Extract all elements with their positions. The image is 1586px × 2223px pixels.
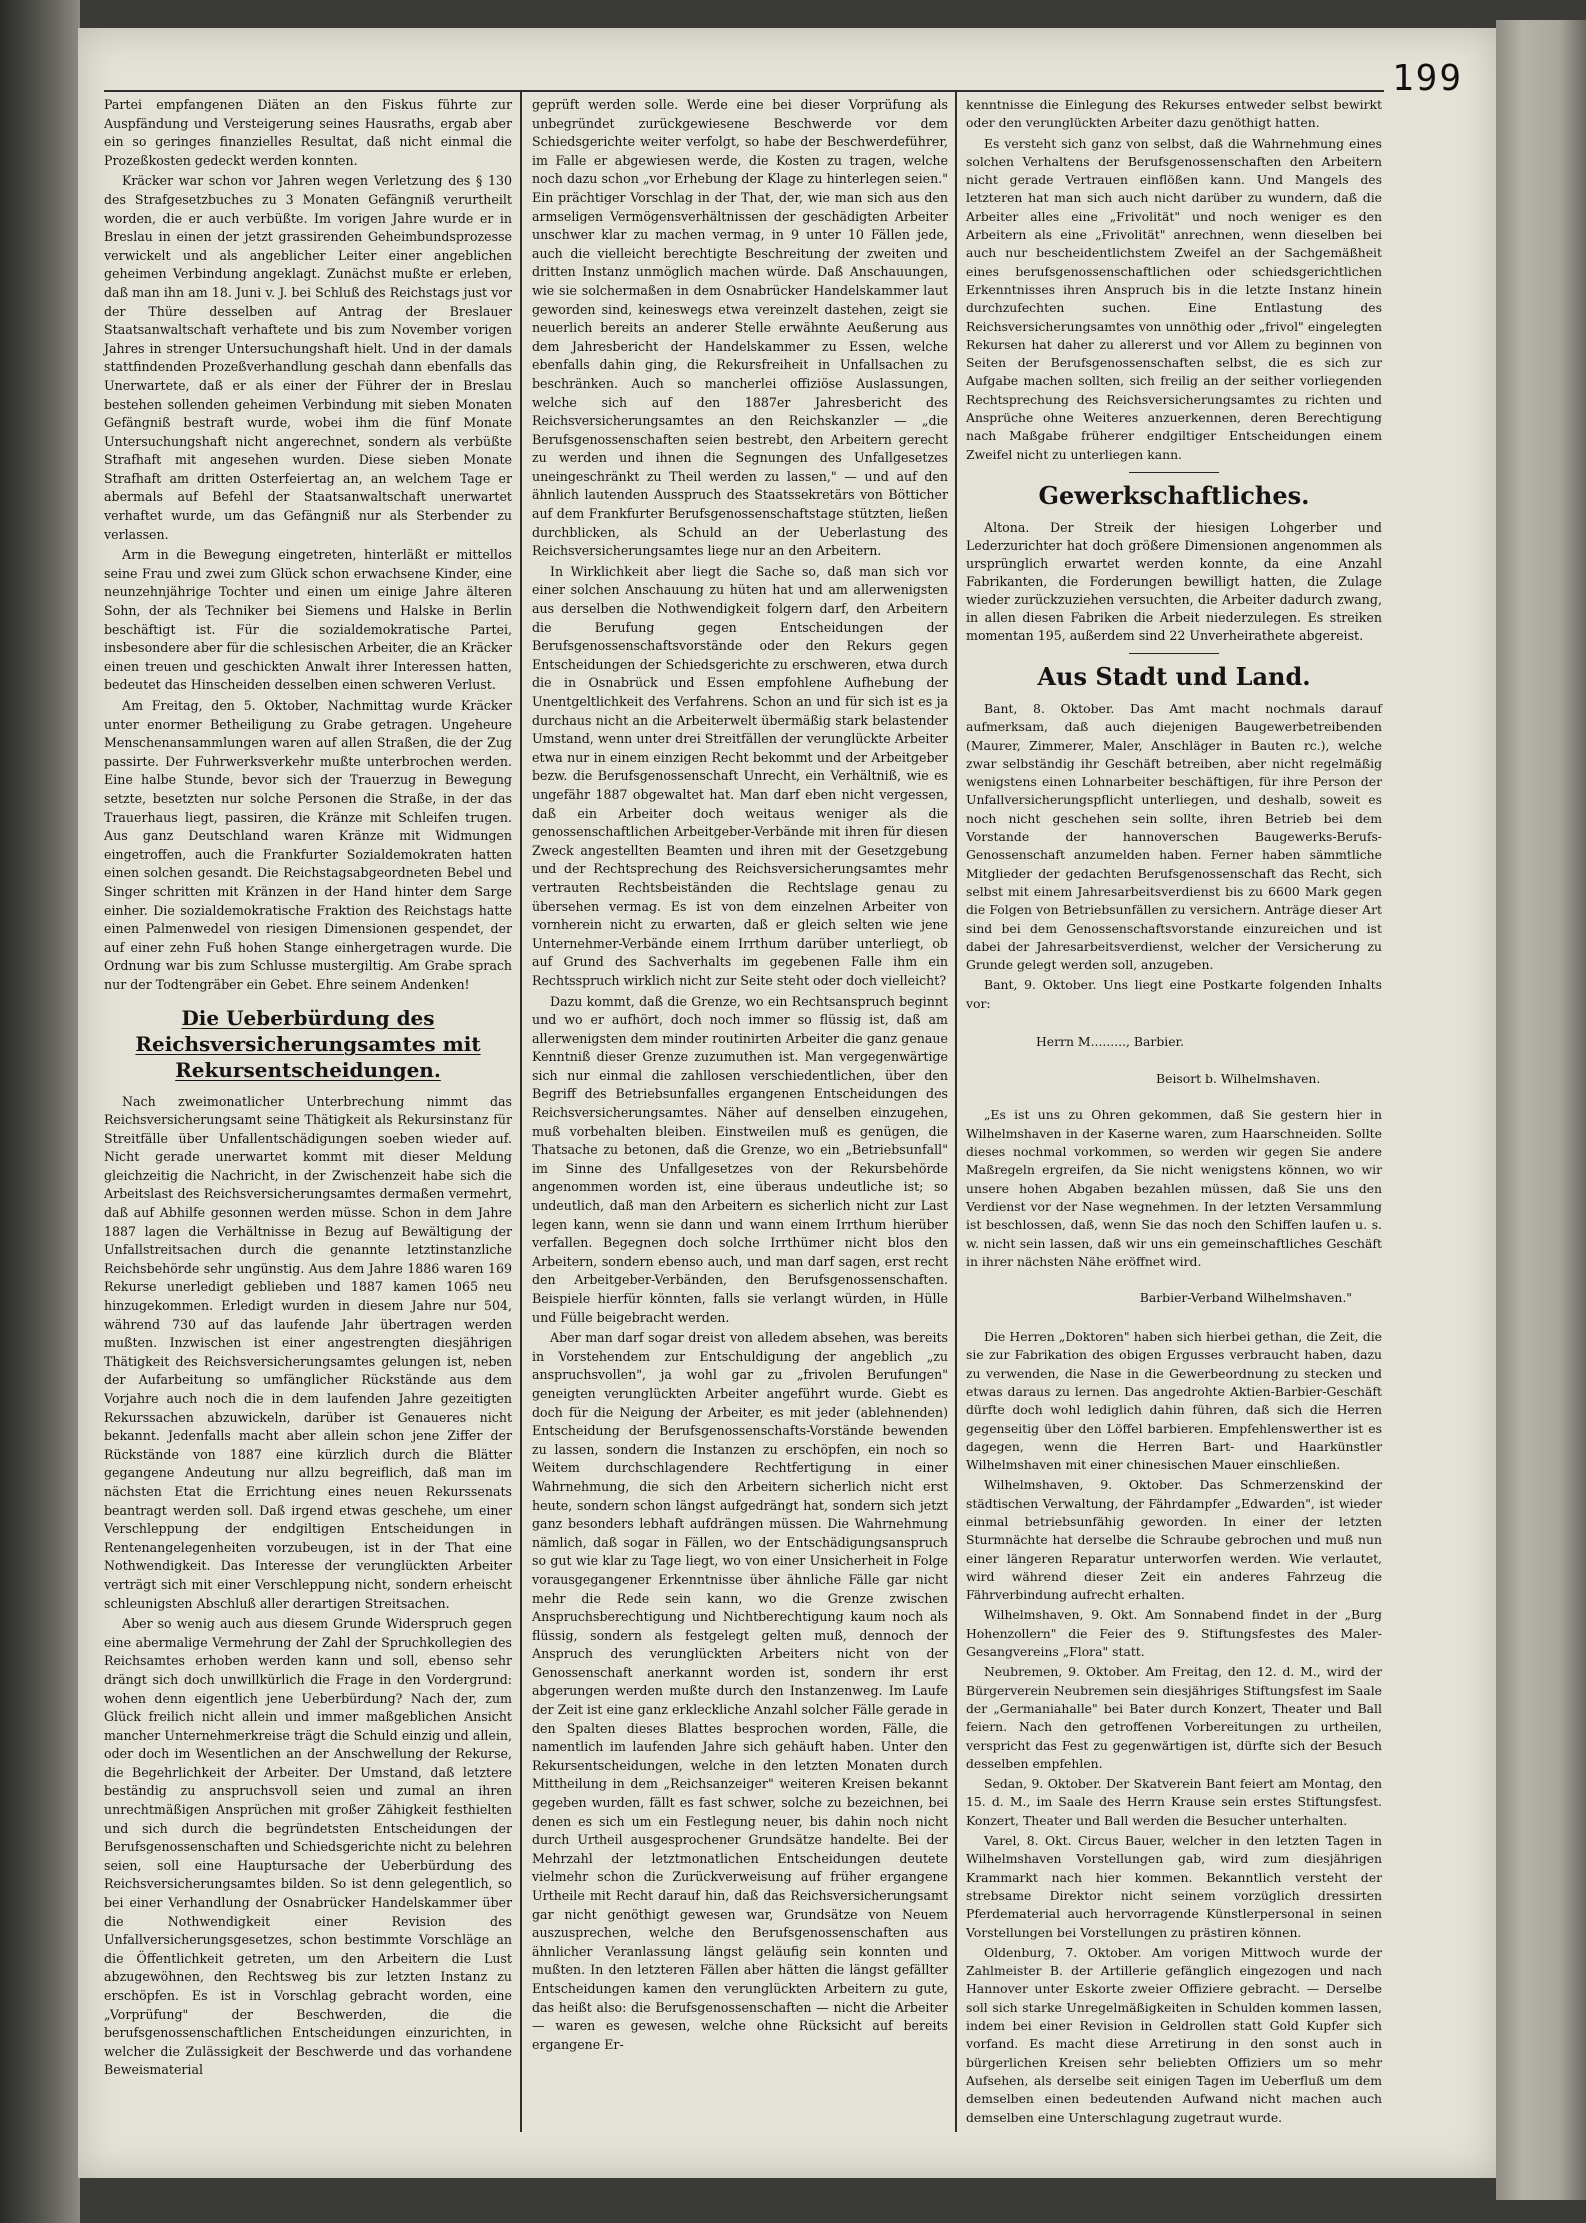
news-item: Bant, 8. Oktober. Das Amt macht nochmals darauf aufmerksam, daß auch diejenigen Baugewerbetreibenden (Maurer, Zimmerer, Maler, Anschläger in Bauten rc.), welche zwar selbständig ihr Geschäft betreiben, aber nicht regelmäßig wenigstens einen Lohnarbeiter beschäftigen, für ihre Person der Unfallversicherungspflicht unterliegen, und deshalb, soweit es noch nicht geschehen sein sollte, ihren Betrieb bei dem Vorstande der hannoverschen Baugewerks-Berufs-Genossenschaft anzumelden haben. Ferner haben sämmtliche Mitglieder der gedachten Berufsgenossenschaft das Recht, sich selbst mit einem Jahresarbeitsverdienst bis zu 6600 Mark gegen die Folgen von Betriebsunfällen zu versichern. Anträge dieser Art sind bei dem Genossenschaftsvorstande einzureichen und ist dabei der Jahresarbeitsverdienst, welcher der Versicherung zu Grunde gelegt werden soll, anzugeben. — [966, 700, 1382, 973]
paragraph: Nach zweimonatlicher Unterbrechung nimmt das Reichsversicherungsamt seine Thätigkeit als Rekursinstanz für Streitfälle über Unfallentschädigungen soeben wieder auf. Nicht gerade unerwartet kommt mit dieser Meldung gleichzeitig die Nachricht, in der Zwischenzeit habe sich die Arbeitslast des Reichsversicherungsamtes dermaßen vermehrt, daß auf Abhilfe gesonnen werden müsse. Schon in dem Jahre 1887 lagen die Verhältnisse in Bezug auf Bewältigung der Unfallstreitsachen durch die genannte letztinstanzliche Reichsbehörde sehr ungünstig. Aus dem Jahre 1886 waren 169 Rekurse unerledigt geblieben und 1887 kamen 1065 neu hinzugekommen. Erledigt wurden in diesem Jahre nur 504, während 730 auf das laufende Jahr übertragen werden mußten. Inzwischen ist einer angestrengten diesjährigen Thätigkeit des Reichsversicherungsamtes gelungen ist, neben der Aufarbeitung so umfänglicher Rückstände aus dem Vorjahre auch noch die in dem laufenden Jahre gezeitigten Rekurssachen abzuwickeln, darüber ist Genaueres nicht bekannt. Jedenfalls macht aber allein schon jene Ziffer der Rückstände von 1887 eine kürzlich durch die Blätter gegangene Andeutung nur allzu begreiflich, daß man im nächsten Etat die Errichtung eines neuen Rekurssenats beantragt werden soll. Daß irgend etwas geschehe, um einer Verschleppung der endgiltigen Entscheidungen in Rentenangelegenheiten vorzubeugen, ist in der That eine Nothwendigkeit. Das Interesse der verunglückten Arbeiter verträgt sich mit einer Verschleppung nicht, sondern erheischt schleunigsten Abschluß aller derartigen Streitsachen. — [104, 1093, 512, 1611]
postcard-body: „Es ist uns zu Ohren gekommen, daß Sie gestern hier in Wilhelmshaven in der Kaserne waren, zum Haarschneiden. Sollte dieses nochmal vorkommen, so werden wir gegen Sie andere Maßregeln ergreifen, da Sie nicht wenigstens können, wo wir unsere hohen Abgaben bezahlen müssen, daß Sie uns den Verdienst vor der Nase wegnehmen. In der letzten Versammlung ist beschlossen, daß, wenn Sie das noch den Schiffen laufen u. s. w. nicht sein lassen, daß wir uns ein gemeinschaftliches Geschäft in ihrer nächsten Nähe eröffnet wird. — [966, 1107, 1382, 1269]
paragraph: kenntnisse die Einlegung des Rekurses entweder selbst bewirkt oder den verunglückten Arbeiter dazu genöthigt hatten. — [966, 97, 1382, 131]
section-heading-stadt-und-land: Aus Stadt und Land. — [1037, 661, 1311, 691]
news-item: Neubremen, 9. Oktober. Am Freitag, den 12. d. M., wird der Bürgerverein Neubremen sein diesjähriges Stiftungsfest im Saale der „Germaniahalle" bei Bater durch Konzert, Theater und Ball feiern. Nach den getroffenen Vorbereitungen zu urtheilen, verspricht das Fest zu gegenwärtigen ist, dürfte sich der Besuch desselben empfehlen. — [966, 1664, 1382, 1771]
paragraph: Aber so wenig auch aus diesem Grunde Widerspruch gegen eine abermalige Vermehrung der Zahl der Spruchkollegien des Reichsamtes erhoben werden kann und soll, ebenso sehr drängt sich doch unwillkürlich die Frage in den Vordergrund: wohen denn eigentlich jene Ueberbürdung? Nach der, zum Glück freilich nicht allein und immer maßgeblichen Ansicht mancher Unternehmerkreise trägt die Schuld einzig und allein, oder doch im Wesentlichen an der Anschwellung der Rekurse, die Begehrlichkeit der Arbeiter. Der Umstand, daß letztere beständig zu anspruchsvoll seien und zumal an ihren unrechtmäßigen Ansprüchen mit großer Zähigkeit festhielten und sich durch die begründetsten Entscheidungen der Berufsgenossenschaften und Schiedsgerichte nicht zu belehren seien, soll eine Hauptursache der Ueberbürdung des Reichsversicherungsamtes bilden. So ist denn gelegentlich, so bei einer Verhandlung der Osnabrücker Handelskammer über die Nothwendigkeit einer Revision des Unfallversicherungsgesetzes, schon bestimmte Vorschläge an die Öffentlichkeit getreten, um den Arbeitern die Lust abzugewöhnen, den Rechtsweg bis zur letzten Instanz zu erschöpfen. Es ist in Vorschlag gebracht worden, eine „Vorprüfung" der Beschwerden, die die berufsgenossenschaftlichen Entscheidungen einzurichten, in welcher die Zulässigkeit der Beschwerde und das vorhandene Beweismaterial — [104, 1616, 512, 2078]
paragraph: Am Freitag, den 5. Oktober, Nachmittag wurde Kräcker unter enormer Betheiligung zu Grabe getragen. Ungeheure Menschenansammlungen waren auf allen Straßen, die der Zug passirte. Der Fuhrwerksverkehr mußte unterbrochen werden. Eine halbe Stunde, bevor sich der Trauerzug in Bewegung setzte, besetzten nur solche Personen die Straße, in der das Trauerhaus liegt, passiren, die Kränze mit Schleifen trugen. Aus ganz Deutschland waren Kränze mit Widmungen eingetroffen, auch die Frankfurter Sozialdemokraten hatten einen solchen gesandt. Die Reichstagsabgeordneten Bebel und Singer schritten mit Kränzen in der Hand hinter dem Sarge einher. Die sozialdemokratische Fraktion des Reichstags hatte einen Palmenwedel von riesigen Dimensionen gespendet, der auf einer zehn Fuß hohen Stange einhergetragen wurde. Die Ordnung war bis zum Schlusse mustergiltig. Am Grabe sprach nur der Todtengräber ein Gebet. Ehre seinem Andenken! — [104, 698, 512, 992]
section-heading-gewerkschaftliches: Gewerkschaftliches. — [1038, 480, 1310, 510]
section-divider — [1129, 653, 1219, 654]
paragraph: Arm in die Bewegung eingetreten, hinterläßt er mittellos seine Frau und zwei zum Glück schon erwachsene Kinder, eine neunzehnjährige Tochter und einen um einige Jahre älteren Sohn, der als Techniker bei Siemens und Halske in Berlin beschäftigt ist. Für die sozialdemokratische Partei, insbesondere aber für die schlesischen Arbeiter, die an Kräcker einen treuen und geschickten Anwalt ihrer Interessen hatten, bedeutet das Hinscheiden desselben einen schweren Verlust. — [104, 547, 512, 693]
article-headline: Die Ueberbürdung des Reichsversicherungsamtes mit Rekursentscheidungen. — [135, 1005, 481, 1082]
news-item: Wilhelmshaven, 9. Okt. Am Sonnabend findet in der „Burg Hohenzollern" die Feier des 9. Stiftungsfestes des Maler-Gesangvereins „Flora" statt. — [966, 1607, 1382, 1660]
page-edge — [1496, 20, 1586, 2200]
news-item: Wilhelmshaven, 9. Oktober. Das Schmerzenskind der städtischen Verwaltung, der Fährdampfer „Edwarden", ist wieder einmal betriebsunfähig geworden. In einer der letzten Sturmnächte hat derselbe die Schraube gebrochen und muß nun einer längeren Reparatur unterworfen werden. Wie verlautet, wird während dieser Zeit ein anderes Fahrzeug die Fährverbindung aufrecht erhalten. — [966, 1477, 1382, 1603]
news-item: Altona. Der Streik der hiesigen Lohgerber und Lederzurichter hat doch größere Dimensionen angenommen als ursprünglich erwartet werden konnte, da eine Anzahl Fabrikanten, die Forderungen bewilligt hatten, die Zulage wieder zurückzuziehen versuchten, die Arbeiter dadurch zwang, in allen diesen Fabriken die Arbeit niederzulegen. Es streiken momentan 195, außerdem sind 22 Unverheirathete abgereist. — [966, 519, 1382, 643]
news-item: Die Herren „Doktoren" haben sich hierbei gethan, die Zeit, die sie zur Fabrikation des obigen Ergusses verbraucht haben, dazu zu verwenden, die Nase in die Gewerbeordnung zu stecken und etwas daraus zu lernen. Das angedrohte Aktien-Barbier-Geschäft dürfte doch wohl lediglich dahin führen, daß sich die Herren gegenseitig über den Löffel barbieren. Empfehlenswerther ist es dagegen, wenn die Herren Bart- und Haarkünstler Wilhelmshaven mit einer chinesischen Mauer einschließen. — [966, 1329, 1382, 1473]
binding-margin — [0, 0, 80, 2223]
postcard-addressee: Herrn M........., Barbier. — [1036, 1034, 1185, 1050]
page-number: 199 — [1392, 58, 1464, 99]
paragraph: Partei empfangenen Diäten an den Fiskus führte zur Auspfändung und Versteigerung seines Hausraths, ergab aber ein so geringes finanzielles Resultat, daß nicht einmal die Prozeßkosten gedeckt werden konnten. — [104, 97, 512, 168]
column-rule — [955, 92, 957, 2132]
news-item: Bant, 9. Oktober. Uns liegt eine Postkarte folgenden Inhalts vor: — [966, 977, 1382, 1011]
column-3 — [966, 96, 1382, 2129]
paragraph: geprüft werden solle. Werde eine bei dieser Vorprüfung als unbegründet zurückgewiesene Beschwerde vor dem Schiedsgerichte weiter verfolgt, so habe der Beschwerdeführer, im Falle er abgewiesen werde, die Kosten zu tragen, welche noch dazu schon „vor Erhebung der Klage zu hinterlegen seien." Ein prächtiger Vorschlag in der That, der, wie man sich aus den armseligen Vermögensverhältnissen der geschädigten Arbeiter unschwer klar zu machen vermag, in 9 unter 10 Fällen jede, auch die vielleicht berechtigte Beschreitung der zweiten und dritten Instanz unmöglich machen würde. Daß Anschauungen, wie sie solchermaßen in dem Osnabrücker Handelskammer laut geworden sind, keineswegs etwa vereinzelt dastehen, zeigt sie neuerlich bereits an anderer Stelle erwähnte Aeußerung aus dem Jahresbericht der Handelskammer zu Essen, welche ebenfalls dahin ging, die Rekursfreiheit in Unfallsachen zu beschränken. Auch so mancherlei offiziöse Auslassungen, welche sich auf den 1887er Jahresbericht des Reichsversicherungsamtes an den Reichskanzler — „die Berufsgenossenschaften seien bestrebt, den Arbeitern gerecht zu werden und ihnen die Segnungen des Unfallgesetzes uneingeschränkt zu Theil werden zu lassen," — und auf den ähnlich lautenden Ausspruch des Staatssekretärs von Bötticher auf dem Frankfurter Berufsgenossenschaftstage stützten, ließen durchblicken, als Schuld an der Ueberlastung des Reichsversicherungsamtes liege nur an den Arbeitern. — [532, 97, 948, 559]
paragraph: Es versteht sich ganz von selbst, daß die Wahrnehmung eines solchen Verhaltens der Berufsgenossenschaften den Arbeitern nicht gerade Vertrauen einflößen kann. Und Mangels des letzteren hat man sich auch nicht darüber zu wundern, daß die Arbeiter alles eine „Frivolität" und noch weniger es den Arbeitern als eine „Frivolität" anrechnen, wenn dieselben bei auch nur bescheidentlichstem Zweifel an der Sachgemäßheit eines berufsgenossenschaftlichen oder schiedsgerichtlichen Erkenntnisses ihren Anspruch bis in die letzte Instanz hinein durchzufechten suchen. Eine Entlastung des Reichsversicherungsamtes von unnöthig oder „frivol" eingelegten Rekursen hat daher zu allererst und vor Allem zu beginnen von Seiten der Berufsgenossenschaften selbst, die es sich zur Aufgabe machen sollten, sich freilig an der seither vorliegenden Rechtsprechung des Reichsversicherungsamtes zu richten und Ansprüche ohne Weiteres anzuerkennen, deren Berechtigung nach Maßgabe früherer endgiltiger Entscheidungen einem Zweifel nicht zu unterliegen kann. — [966, 135, 1382, 462]
paragraph: In Wirklichkeit aber liegt die Sache so, daß man sich vor einer solchen Anschauung zu hüten hat und am allerwenigsten aus derselben die Nothwendigkeit folgern darf, den Arbeitern die Berufung gegen Entscheidungen der Berufsgenossenschaftsvorstände oder den Rekurs gegen Entscheidungen der Schiedsgerichte zu erschweren, etwa durch die in Osnabrück und Essen empfohlene Aufhebung der Unentgeltlichkeit des Verfahrens. Schon an und für sich ist es ja durchaus nicht an die Arbeiterwelt übermäßig stark belastender Umstand, wenn unter drei Streitfällen der verunglückte Arbeiter etwa nur in einem einzigen Recht bekommt und der Arbeitgeber bezw. die Berufsgenossenschaft Unrecht, ein Verhältniß, wie es ungefähr 1887 obgewaltet hat. Man darf eben nicht vergessen, daß ein Arbeiter doch weitaus weniger als die genossenschaftlichen Arbeitgeber-Verbände mit ihren für diesen Zweck angestellten Beamten und ihren mit der Gesetzgebung und der Rechtsprechung des Reichsversicherungsamtes mehr vertrauten Rechtsbeiständen die Rechtslage genau zu übersehen vermag. Es ist von dem einzelnen Arbeiter von vornherein nicht zu erwarten, daß er gleich selten wie jene Unternehmer-Verbände einem Irrthum darüber unterliegt, ob auf Grund des Sachverhalts im gegebenen Falle ihm ein Rechtsspruch wirklich nicht zur Seite steht oder doch vielleicht? — [532, 563, 948, 988]
column-rule — [520, 92, 522, 2132]
column-2 — [532, 96, 948, 2056]
paragraph: Aber man darf sogar dreist von alledem absehen, was bereits in Vorstehendem zur Entschuldigung der angeblich „zu anspruchsvollen", ja wohl gar zu „frivolen Berufungen" geneigten verunglückten Arbeiter angeführt wurde. Giebt es doch für die Neigung der Arbeiter, es mit jeder (ablehnenden) Entscheidung der Berufsgenossenschafts-Vorstände bewenden zu lassen, sondern die Instanzen zu erschöpfen, ein noch so Weitem durchschlagendere Rechtfertigung in einer Wahrnehmung, die sich den Arbeitern sicherlich nicht erst heute, sondern schon längst aufgedrängt hat, sondern sich jetzt ganz besonders lebhaft aufdrängen müssen. Die Wahrnehmung nämlich, daß sogar in Fällen, wo der Entschädigungsanspruch so gut wie klar zu Tage liegt, wo von einer Unsicherheit in Folge vorausgegangener Erkenntnisse über ähnliche Fälle gar nicht mehr die Rede sein kann, wo die Grenze zwischen Anspruchsberechtigung und Nichtberechtigung kaum noch als flüssig, sondern als festgelegt gelten muß, dennoch der Anspruch des verunglückten Arbeiters nicht von der Genossenschaft anerkannt worden ist, sondern ihr erst abgerungen werden mußte durch den Instanzenweg. Im Laufe der Zeit ist eine ganz erkleckliche Anzahl solcher Fälle gerade in den Spalten dieses Blattes besprochen worden, Fälle, die namentlich im laufenden Jahre sich gehäuft haben. Unter den Rekursentscheidungen, welche in den letzten Monaten durch Mittheilung in dem „Reichsanzeiger" weiteren Kreisen bekannt gegeben wurden, fällt es fast schwer, solche zu bezeichnen, bei denen es sich um ein Festlegung neuer, bis dahin noch nicht durch Urtheil ausgesprochener Grundsätze handelte. Bei der Mehrzahl der letztmonatlichen Entscheidungen deutete vielmehr schon die Zurückverweisung auf früher ergangene Urtheile mit Recht darauf hin, daß das Reichsversicherungsamt gar nicht genöthigt gewesen war, Grundsätze von Neuem auszusprechen, welche den Berufsgenossenschaften aus ähnlicher Veranlassung längst geläufig sein konnten und mußten. In den letzteren Fällen aber hätten die längst gefällter Entscheidungen kamen den verunglückten Arbeitern zu gute, das heißt also: die Berufsgenossenschaften — nicht die Arbeiter — waren es gewesen, welche ohne Rücksicht auf bereits ergangene Er- — [532, 1330, 948, 2052]
column-1 — [104, 96, 512, 2082]
paragraph: Dazu kommt, daß die Grenze, wo ein Rechtsanspruch beginnt und wo er aufhört, doch noch immer so flüssig ist, daß am allerwenigsten dem minder routinirten Arbeiter die ganz genaue Kenntniß dieser Grenze zuzumuthen ist. Man vergegenwärtige sich nur einmal die zahllosen verschiedentlichen, über den Begriff des Betriebsunfalles ergangenen Entscheidungen des Reichsversicherungsamtes. Näher auf denselben einzugehen, muß vorbehalten bleiben. Einstweilen muß es genügen, die Thatsache zu betonen, daß die Grenze, wo ein „Betriebsunfall" im Sinne des Unfallgesetzes von der Rekursbehörde angenommen worden ist, eine überaus undeutliche ist; so undeutlich, daß man den Arbeitern es sicherlich nicht zur Last legen kann, wenn sie dann und wann einem Irrthum hierüber verfallen. Begegnen doch solche Irrthümer nicht blos den Arbeitern, sondern ebenso auch, und man darf sagen, erst recht den Arbeitgeber-Verbänden, den Berufsgenossenschaften. Beispiele hierfür könnten, falls sie verlangt würden, in Hülle und Fülle beigebracht werden. — [532, 993, 948, 1325]
postcard-place: Beisort b. Wilhelmshaven. — [1156, 1070, 1321, 1086]
section-divider — [1129, 472, 1219, 473]
news-item: Varel, 8. Okt. Circus Bauer, welcher in den letzten Tagen in Wilhelmshaven Vorstellungen gab, wird zum diesjährigen Krammarkt nach hier kommen. Bekanntlich versteht der strebsame Direktor nicht seinem vorzüglich dressirten Pferdematerial auch hervorragende Künstlerpersonal in seinen Vorstellungen bei Vorstellungen zu prästiren können. — [966, 1833, 1382, 1940]
news-item: Oldenburg, 7. Oktober. Am vorigen Mittwoch wurde der Zahlmeister B. der Artillerie gefänglich eingezogen und nach Hannover unter Eskorte zweier Offiziere gebracht. — Derselbe soll sich starke Unregelmäßigkeiten in Schulden kommen lassen, indem bei einer Revision in Geldrollen statt Gold Kupfer sich vorfand. Es macht diese Arretirung in den sonst auch in bürgerlichen Kreisen sehr beliebten Offiziers um so mehr Aufsehen, als derselbe seit einigen Tagen im Ueberfluß um dem demselben einen bedeutenden Aufwand nicht machen auch demselben eine Unterschlagung zugetraut wurde. — [966, 1944, 1382, 2125]
quoted-postcard — [966, 1015, 1382, 1326]
news-item: Sedan, 9. Oktober. Der Skatverein Bant feiert am Montag, den 15. d. M., im Saale des Herrn Krause sein erstes Stiftungsfest. Konzert, Theater und Ball werden die Besucher unterhalten. — [966, 1776, 1382, 1828]
postcard-signature: Barbier-Verband Wilhelmshaven." — [1139, 1290, 1352, 1306]
paragraph: Kräcker war schon vor Jahren wegen Verletzung des § 130 des Strafgesetzbuches zu 3 Monaten Gefängniß verurtheilt worden, die er auch verbüßte. Im vorigen Jahre wurde er in Breslau in einen der jetzt grassirenden Geheimbundsprozesse verwickelt und als angeblicher Leiter einer angeblichen geheimen Verbindung angeklagt. Zunächst mußte er erleben, daß man ihn am 18. Juni v. J. bei Schluß des Reichstags just vor der Thüre desselben auf Antrag der Breslauer Staatsanwaltschaft verhaftete und bis zum November vorigen Jahres in strenger Untersuchungshaft hielt. Und in der damals stattfindenden Prozeßverhandlung geschah dann ebenfalls das Unerwartete, daß er als einer der Führer der in Breslau bestehen sollenden geheimen Verbindung mit sieben Monaten Gefängniß bestraft wurde, wobei ihm die fünf Monate Untersuchungshaft nicht angerechnet, sondern als verbüßte Strafhaft mit angesehen wurden. Diese sieben Monate Strafhaft am dritten Osterfeiertag an, an welchem Tage er abermals auf Befehl der Staatsanwaltschaft unerwartet verhaftet wurde, um das Gefängniß nur als Sterbender zu verlassen. — [104, 173, 512, 542]
header-rule — [104, 90, 1384, 92]
